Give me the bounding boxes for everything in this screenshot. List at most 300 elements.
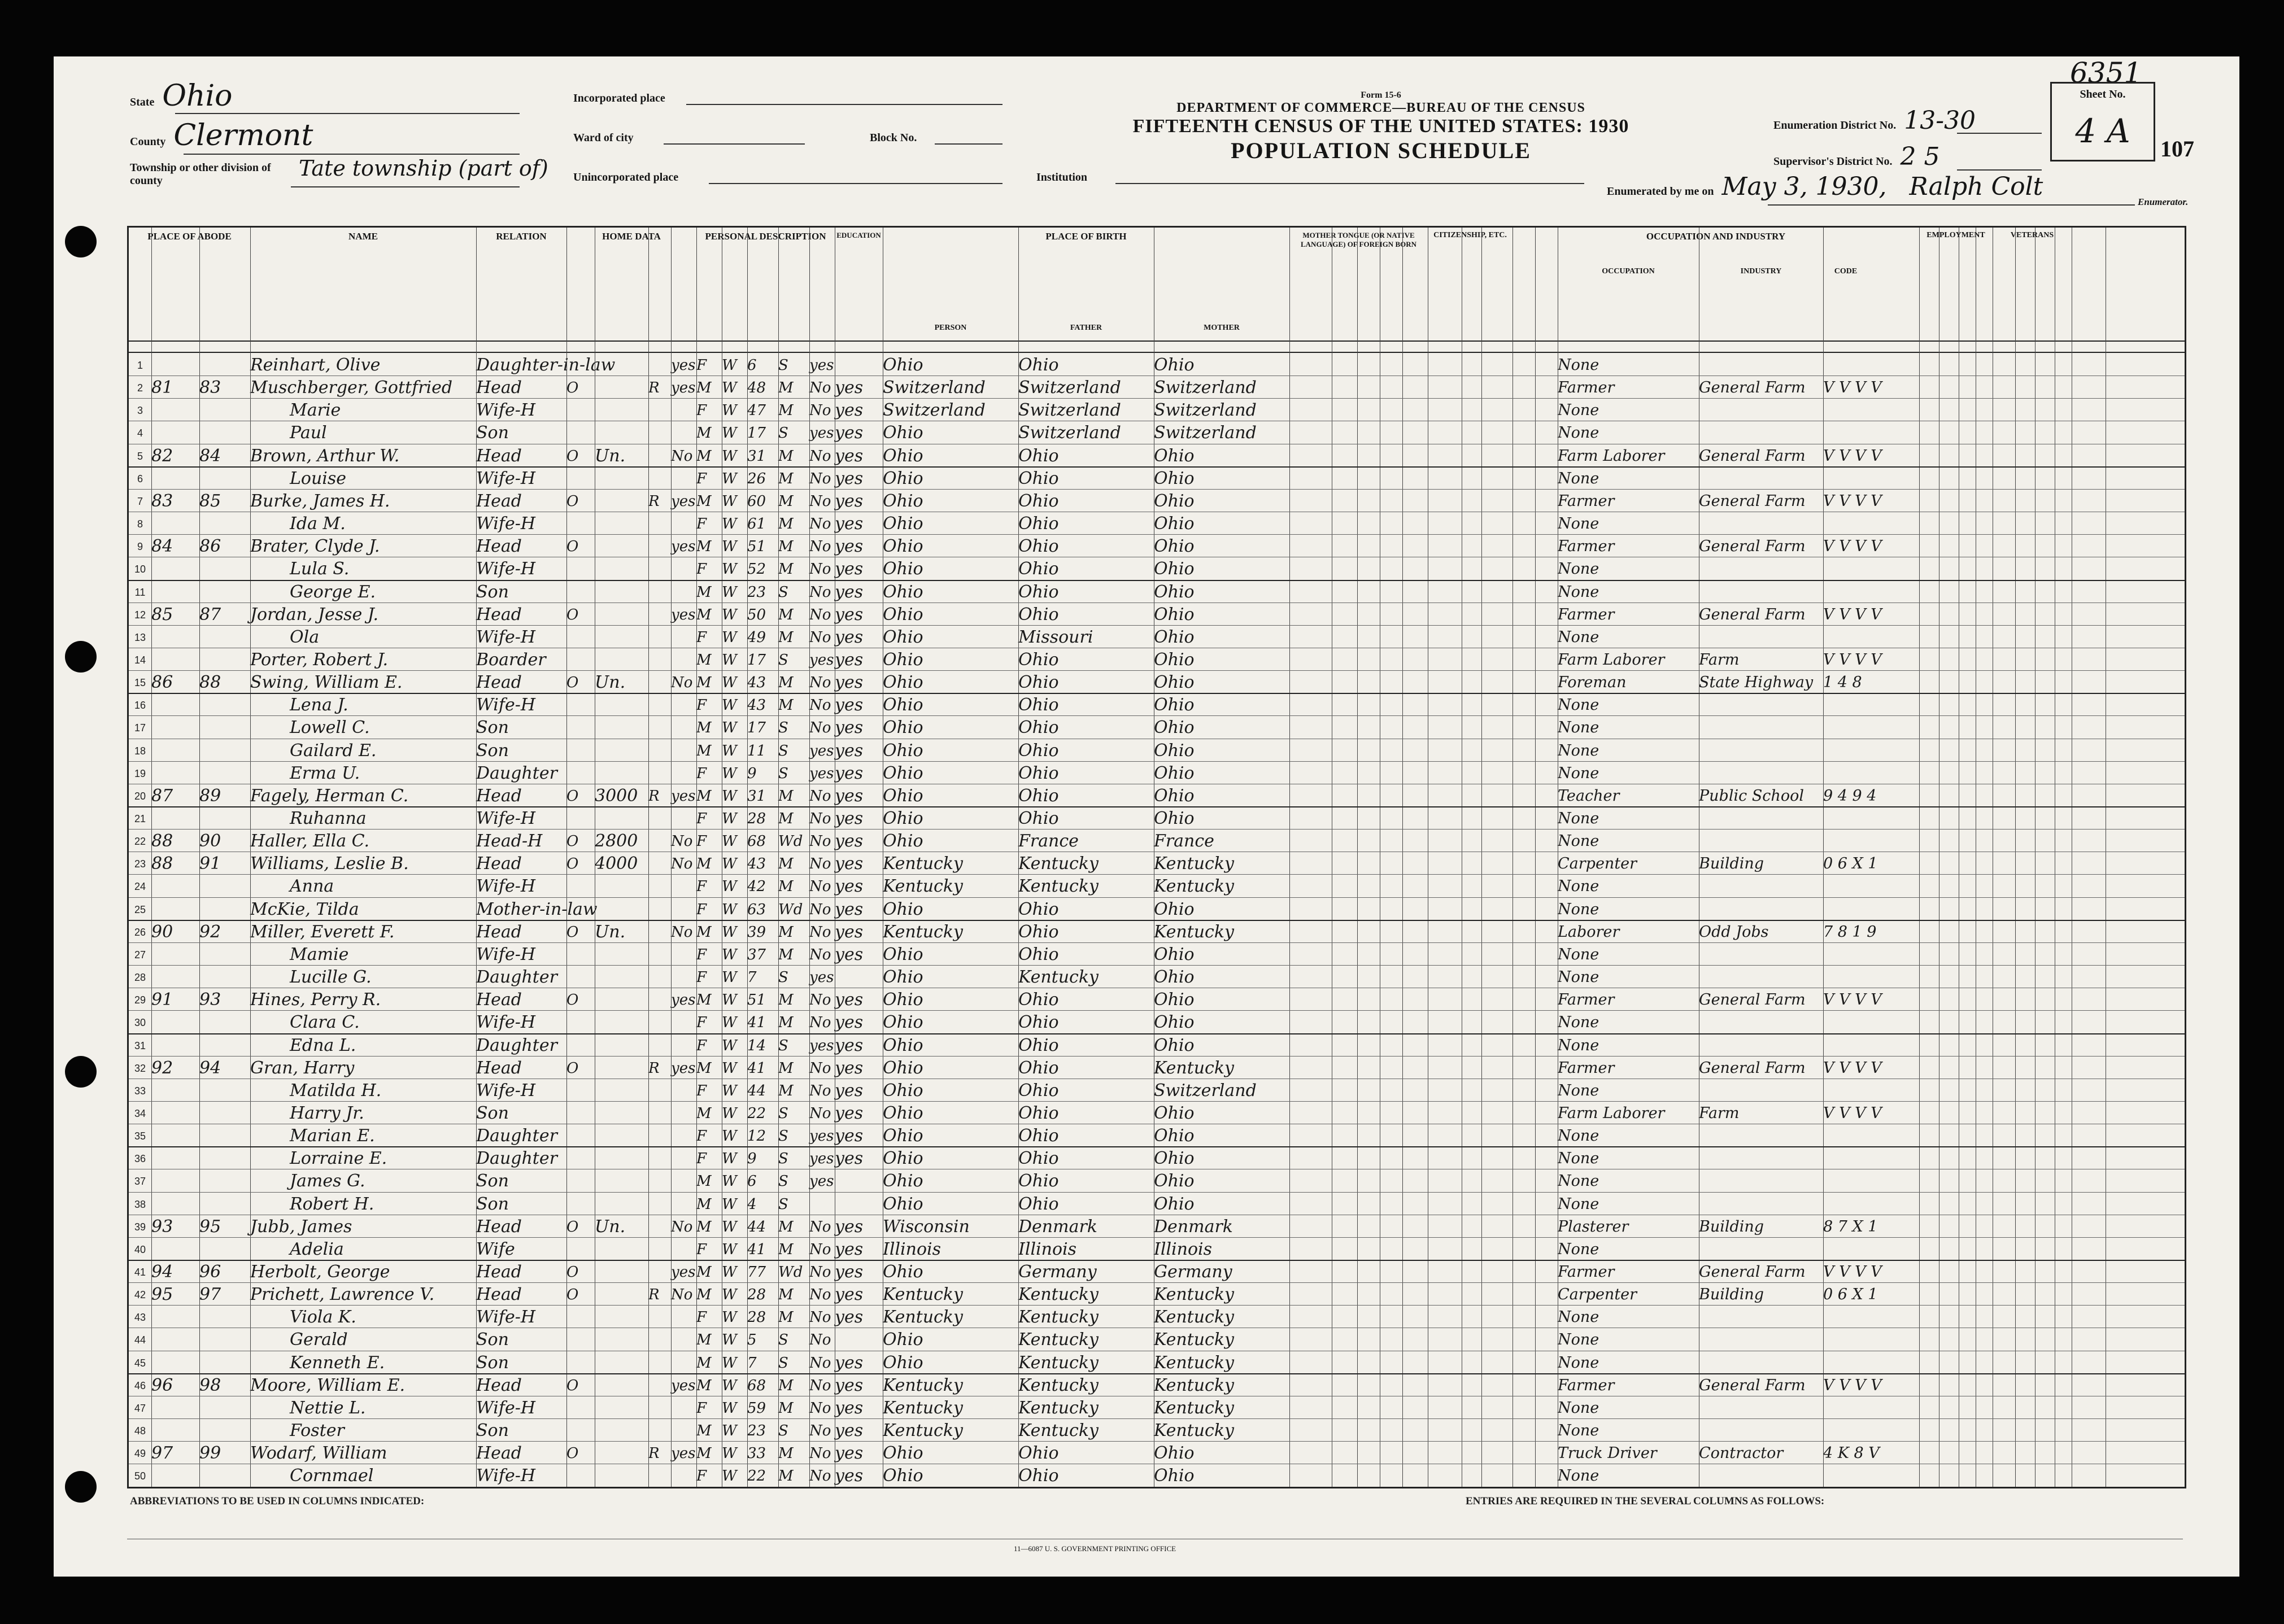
- cell-ind: [1699, 874, 1823, 897]
- cell-occ: None: [1558, 741, 1599, 759]
- printing-office-line: 11—6087 U. S. GOVERNMENT PRINTING OFFICE: [1014, 1544, 1176, 1553]
- cell-mbp: Kentucky: [1154, 1421, 1234, 1441]
- cell-radio: [648, 1101, 671, 1124]
- form-number: Form 15-6: [1361, 90, 1401, 100]
- cell-fam: [199, 1192, 250, 1215]
- cell-race: W: [722, 1128, 737, 1145]
- cell-dw: [151, 1033, 199, 1057]
- cell-fbp: Switzerland: [1018, 378, 1121, 398]
- cell-mar: S: [778, 969, 788, 986]
- cell-radio: R: [648, 1059, 660, 1077]
- cell-ind: [1699, 965, 1823, 988]
- cell-read: yes: [835, 1443, 864, 1464]
- cell-code: [1823, 353, 1919, 376]
- cell-ind: General Farm: [1699, 1263, 1806, 1281]
- cell-race: W: [722, 1059, 737, 1077]
- cell-school: No: [809, 583, 831, 601]
- cell-radio: [648, 761, 671, 784]
- cell-val: Un.: [595, 1216, 626, 1237]
- cell-occ: Farmer: [1558, 605, 1615, 623]
- cell-fbp: Ohio: [1018, 582, 1059, 602]
- cell-race: W: [722, 1173, 737, 1190]
- cell-mbp: Ohio: [1154, 740, 1195, 761]
- cell-code: V V V V: [1823, 447, 1882, 465]
- cell-occ: Farm Laborer: [1558, 651, 1665, 669]
- cell-ind: [1699, 693, 1823, 716]
- cell-code: [1823, 693, 1919, 716]
- cell-bp: Ohio: [883, 763, 923, 783]
- cell-dw: [151, 557, 199, 580]
- cell-val: [595, 1418, 648, 1442]
- cell-sex: F: [696, 516, 707, 533]
- cell-rel: Wife-H: [476, 876, 536, 897]
- line-number: 17: [134, 722, 146, 734]
- cell-read: yes: [835, 695, 864, 715]
- punch-hole: [65, 641, 97, 673]
- group-birth: PLACE OF BIRTH: [1045, 231, 1127, 242]
- cell-val: [595, 648, 648, 671]
- cell-fbp: Ohio: [1018, 1443, 1059, 1464]
- cell-dw: 84: [151, 536, 173, 557]
- cell-own: O: [566, 379, 579, 397]
- cell-val: [595, 1282, 648, 1306]
- cell-mar: M: [778, 1286, 794, 1304]
- cell-own: [566, 806, 595, 830]
- cell-code: [1823, 806, 1919, 830]
- cell-fbp: Kentucky: [1018, 1285, 1099, 1305]
- cell-dw: 94: [151, 1262, 173, 1282]
- cell-name: Cornmael: [290, 1466, 374, 1486]
- cell-race: W: [722, 923, 737, 941]
- cell-bp: Ohio: [883, 1352, 923, 1373]
- cell-ind: [1699, 557, 1823, 580]
- cell-farm: [671, 466, 696, 490]
- cell-name: Ida M.: [290, 514, 346, 534]
- cell-val: [595, 1033, 648, 1057]
- cell-occ: None: [1558, 832, 1599, 850]
- cell-mbp: Kentucky: [1154, 1285, 1234, 1305]
- cell-age: 59: [747, 1399, 766, 1417]
- table-row: [129, 852, 2185, 875]
- cell-fam: [199, 1305, 250, 1328]
- group-home-data: HOME DATA: [602, 231, 661, 242]
- cell-own: O: [566, 674, 579, 692]
- cell-mbp: Ohio: [1154, 944, 1195, 964]
- cell-mar: M: [778, 402, 794, 420]
- cell-fam: [199, 1464, 250, 1487]
- cell-radio: [648, 1215, 671, 1238]
- cell-read: yes: [835, 627, 864, 647]
- cell-rel: Head: [476, 673, 522, 693]
- cell-fbp: Kentucky: [1018, 1421, 1099, 1441]
- cell-name: Mamie: [290, 944, 349, 964]
- cell-name: Swing, William E.: [250, 673, 403, 693]
- cell-own: O: [566, 538, 579, 556]
- table-row: [129, 353, 2185, 376]
- cell-own: O: [566, 492, 579, 510]
- label-person: PERSON: [934, 324, 967, 332]
- cell-mar: M: [778, 855, 794, 873]
- cell-code: [1823, 1464, 1919, 1487]
- enum-district-field: Enumeration District No. 13-30: [1773, 106, 1976, 135]
- cell-name: Viola K.: [290, 1307, 356, 1328]
- cell-rel: Wife-H: [476, 944, 536, 964]
- cell-school: yes: [809, 1128, 834, 1145]
- cell-mbp: Switzerland: [1154, 1080, 1257, 1101]
- cell-dw: 88: [151, 854, 173, 874]
- cell-school: No: [809, 946, 831, 963]
- cell-mbp: Illinois: [1154, 1239, 1213, 1259]
- cell-farm: [671, 1237, 696, 1260]
- cell-dw: 86: [151, 673, 173, 693]
- cell-radio: [648, 1260, 671, 1283]
- cell-school: No: [809, 1059, 831, 1077]
- cell-occ: None: [1558, 356, 1599, 374]
- cell-school: yes: [809, 357, 834, 374]
- cell-fbp: Ohio: [1018, 763, 1059, 783]
- cell-ind: [1699, 1192, 1823, 1215]
- cell-rel: Wife-H: [476, 1398, 536, 1418]
- cell-fam: 90: [199, 831, 221, 852]
- cell-dw: [151, 874, 199, 897]
- cell-mbp: Ohio: [1154, 809, 1195, 828]
- cell-fam: [199, 806, 250, 830]
- cell-mar: S: [778, 425, 788, 442]
- cell-read: yes: [835, 1035, 864, 1055]
- cell-sex: M: [696, 492, 712, 510]
- cell-occ: Farmer: [1558, 1376, 1615, 1394]
- cell-ind: [1699, 580, 1823, 603]
- cell-sex: F: [696, 1241, 707, 1258]
- cell-read: yes: [835, 1239, 864, 1259]
- table-row: [129, 1441, 2185, 1464]
- cell-school: No: [809, 379, 831, 397]
- cell-val: [595, 557, 648, 580]
- cell-school: No: [809, 992, 831, 1009]
- cell-dw: [151, 1101, 199, 1124]
- cell-read: yes: [835, 378, 864, 398]
- cell-farm: [671, 1418, 696, 1442]
- state-field: State Ohio: [130, 79, 233, 113]
- cell-sex: M: [696, 1377, 712, 1394]
- cell-race: W: [722, 628, 737, 646]
- cell-ind: [1699, 715, 1823, 739]
- cell-mbp: Ohio: [1154, 536, 1195, 557]
- cell-rel: Son: [476, 582, 509, 602]
- abbreviations-note: ABBREVIATIONS TO BE USED IN COLUMNS INDICATED:: [130, 1495, 425, 1507]
- cell-bp: Kentucky: [883, 1398, 963, 1418]
- line-number: 15: [134, 677, 146, 689]
- cell-ind: [1699, 739, 1823, 762]
- cell-code: V V V V: [1823, 1059, 1882, 1077]
- cell-fam: [199, 965, 250, 988]
- cell-code: 4 K 8 V: [1823, 1444, 1880, 1463]
- cell-rel: Head: [476, 536, 522, 557]
- cell-dw: [151, 965, 199, 988]
- cell-fbp: Ohio: [1018, 1058, 1059, 1078]
- cell-fam: 99: [199, 1443, 221, 1464]
- cell-rel: Head: [476, 854, 522, 874]
- cell-mbp: Ohio: [1154, 1149, 1195, 1169]
- cell-name: Lowell C.: [290, 718, 370, 738]
- cell-fam: [199, 466, 250, 490]
- cell-sex: M: [696, 1173, 712, 1190]
- cell-sex: F: [696, 357, 707, 374]
- cell-farm: yes: [671, 1059, 696, 1077]
- cell-mar: S: [778, 1150, 788, 1168]
- cell-race: W: [722, 1241, 737, 1258]
- cell-dw: 88: [151, 831, 173, 852]
- cell-code: 9 4 9 4: [1823, 787, 1877, 805]
- cell-age: 48: [747, 379, 766, 397]
- cell-val: [595, 874, 648, 897]
- cell-radio: [648, 1169, 671, 1192]
- cell-school: No: [809, 810, 831, 827]
- cell-rel: Wife-H: [476, 1307, 536, 1328]
- line-number: 27: [134, 949, 146, 961]
- cell-val: [595, 897, 648, 920]
- cell-bp: Ohio: [883, 1194, 923, 1214]
- cell-name: Gerald: [290, 1330, 348, 1350]
- cell-bp: Ohio: [883, 1466, 923, 1486]
- cell-val: [595, 534, 648, 557]
- cell-ind: General Farm: [1699, 1376, 1806, 1394]
- cell-ind: [1699, 942, 1823, 966]
- cell-own: [566, 1464, 595, 1487]
- cell-occ: Teacher: [1558, 787, 1620, 805]
- cell-school: yes: [809, 742, 834, 759]
- cell-val: [595, 489, 648, 512]
- table-row: [129, 1033, 2185, 1057]
- cell-mbp: Ohio: [1154, 559, 1195, 579]
- cell-mar: M: [778, 538, 794, 556]
- cell-age: 28: [747, 1309, 766, 1326]
- unincorporated-field: Unincorporated place: [573, 171, 679, 184]
- cell-race: W: [722, 742, 737, 759]
- cell-occ: None: [1558, 900, 1599, 918]
- label-industry: INDUSTRY: [1740, 267, 1782, 276]
- cell-race: W: [722, 1082, 737, 1099]
- table-row: [129, 1282, 2185, 1306]
- cell-mar: M: [778, 1445, 794, 1463]
- cell-name: Edna L.: [290, 1035, 356, 1055]
- cell-mbp: Kentucky: [1154, 1352, 1234, 1373]
- cell-age: 23: [747, 583, 766, 601]
- cell-fam: 97: [199, 1285, 221, 1305]
- cell-race: W: [722, 1309, 737, 1326]
- cell-radio: [648, 897, 671, 920]
- cell-rel: Head: [476, 604, 522, 625]
- cell-occ: None: [1558, 469, 1599, 487]
- cell-name: Moore, William E.: [250, 1375, 405, 1395]
- cell-fam: [199, 1101, 250, 1124]
- cell-fam: [199, 1396, 250, 1419]
- cell-radio: [648, 353, 671, 376]
- cell-school: No: [809, 561, 831, 578]
- cell-sex: F: [696, 1082, 707, 1099]
- cell-read: yes: [835, 944, 864, 964]
- cell-mar: Wd: [778, 1264, 803, 1281]
- cell-own: O: [566, 855, 579, 873]
- cell-read: yes: [835, 400, 864, 421]
- schedule-title: POPULATION SCHEDULE: [1231, 138, 1531, 163]
- table-row: [129, 1215, 2185, 1238]
- line-number: 37: [134, 1176, 146, 1188]
- cell-mar: M: [778, 878, 794, 896]
- cell-radio: R: [648, 1286, 660, 1304]
- cell-dw: [151, 897, 199, 920]
- cell-radio: R: [648, 379, 660, 397]
- cell-val: [595, 1373, 648, 1396]
- cell-bp: Ohio: [883, 649, 923, 670]
- cell-race: W: [722, 1195, 737, 1213]
- cell-val: [595, 739, 648, 762]
- cell-mar: M: [778, 1241, 794, 1258]
- cell-code: [1823, 1418, 1919, 1442]
- line-number: 43: [134, 1312, 146, 1324]
- cell-radio: [648, 1373, 671, 1396]
- cell-val: [595, 988, 648, 1011]
- cell-sex: M: [696, 1286, 712, 1304]
- cell-bp: Ohio: [883, 1012, 923, 1033]
- cell-own: O: [566, 606, 579, 623]
- cell-radio: R: [648, 787, 660, 805]
- cell-mbp: Ohio: [1154, 446, 1195, 466]
- table-row: [129, 1010, 2185, 1033]
- cell-val: [595, 806, 648, 830]
- cell-mbp: Switzerland: [1154, 400, 1257, 421]
- cell-read: yes: [835, 536, 864, 557]
- cell-age: 14: [747, 1037, 766, 1054]
- cell-mar: M: [778, 1309, 794, 1326]
- cell-mar: S: [778, 719, 788, 737]
- cell-code: V V V V: [1823, 379, 1882, 397]
- cell-occ: Farmer: [1558, 379, 1615, 397]
- cell-occ: None: [1558, 719, 1599, 737]
- cell-mar: M: [778, 946, 794, 963]
- cell-own: [566, 965, 595, 988]
- cell-name: Burke, James H.: [250, 491, 390, 511]
- cell-sex: M: [696, 992, 712, 1009]
- cell-occ: None: [1558, 764, 1599, 782]
- sheet-number-box: [2050, 82, 2155, 161]
- table-row: [129, 1169, 2185, 1192]
- cell-fam: [199, 580, 250, 603]
- sheet-top-number: 6351: [2070, 56, 2142, 89]
- line-number: 2: [137, 382, 143, 394]
- table-row: [129, 421, 2185, 444]
- cell-sex: M: [696, 1445, 712, 1463]
- cell-dw: 92: [151, 1058, 173, 1078]
- cell-farm: No: [671, 1218, 693, 1236]
- cell-age: 31: [747, 787, 766, 805]
- cell-age: 43: [747, 855, 766, 873]
- cell-bp: Ohio: [883, 514, 923, 534]
- cell-farm: yes: [671, 1445, 696, 1463]
- cell-mbp: Germany: [1154, 1262, 1232, 1282]
- cell-age: 68: [747, 833, 766, 850]
- cell-sex: F: [696, 697, 707, 714]
- line-number: 28: [134, 972, 146, 984]
- cell-name: Brown, Arthur W.: [250, 446, 400, 466]
- cell-dw: [151, 1418, 199, 1442]
- cell-sex: F: [696, 901, 707, 918]
- cell-name: Gran, Harry: [250, 1058, 355, 1078]
- cell-code: [1823, 1351, 1919, 1374]
- cell-rel: Wife-H: [476, 695, 536, 715]
- cell-bp: Illinois: [883, 1239, 942, 1259]
- line-number: 16: [134, 700, 146, 711]
- cell-code: [1823, 829, 1919, 852]
- cell-code: 8 7 X 1: [1823, 1217, 1878, 1236]
- cell-code: V V V V: [1823, 991, 1882, 1009]
- group-tongue: MOTHER TONGUE (OR NATIVE LANGUAGE) OF FOREIGN BORN: [1301, 231, 1416, 248]
- table-row: [129, 1056, 2185, 1079]
- cell-race: W: [722, 855, 737, 873]
- cell-bp: Ohio: [883, 673, 923, 693]
- cell-read: yes: [835, 559, 864, 579]
- cell-sex: M: [696, 742, 712, 759]
- cell-rel: Daughter: [476, 1126, 557, 1146]
- cell-farm: yes: [671, 1377, 696, 1394]
- cell-mbp: Ohio: [1154, 899, 1195, 919]
- line-number: 42: [134, 1289, 146, 1301]
- cell-age: 23: [747, 1422, 766, 1440]
- cell-fbp: Ohio: [1018, 514, 1059, 534]
- cell-read: yes: [835, 491, 864, 511]
- cell-sex: F: [696, 833, 707, 850]
- cell-name: Muschberger, Gottfried: [250, 378, 453, 398]
- cell-occ: Farmer: [1558, 492, 1615, 510]
- cell-fam: [199, 1124, 250, 1147]
- cell-dw: [151, 512, 199, 535]
- cell-school: No: [809, 1377, 831, 1394]
- line-number: 12: [134, 609, 146, 621]
- cell-occ: None: [1558, 1240, 1599, 1258]
- cell-rel: Head: [476, 378, 522, 398]
- cell-farm: [671, 580, 696, 603]
- cell-fbp: Illinois: [1018, 1239, 1077, 1259]
- table-row: [129, 829, 2185, 852]
- cell-fam: 92: [199, 922, 221, 942]
- cell-dw: 90: [151, 922, 173, 942]
- cell-fam: [199, 1418, 250, 1442]
- cell-ind: [1699, 1033, 1823, 1057]
- cell-fam: 84: [199, 446, 221, 466]
- cell-ind: General Farm: [1699, 379, 1806, 397]
- cell-fam: 91: [199, 854, 221, 874]
- cell-mbp: Kentucky: [1154, 1058, 1234, 1078]
- cell-school: No: [809, 628, 831, 646]
- cell-fam: 95: [199, 1216, 221, 1237]
- cell-farm: yes: [671, 379, 696, 397]
- cell-school: No: [809, 855, 831, 873]
- cell-mbp: France: [1154, 831, 1214, 852]
- table-row: [129, 739, 2185, 762]
- cell-fam: [199, 942, 250, 966]
- cell-read: yes: [835, 1012, 864, 1033]
- cell-mbp: Denmark: [1154, 1216, 1233, 1237]
- cell-sex: F: [696, 1309, 707, 1326]
- cell-sex: F: [696, 1037, 707, 1054]
- cell-mbp: Ohio: [1154, 1035, 1195, 1055]
- cell-occ: Farm Laborer: [1558, 447, 1665, 465]
- cell-val: [595, 1056, 648, 1079]
- cell-radio: [648, 965, 671, 988]
- cell-mar: M: [778, 1377, 794, 1394]
- cell-name: Foster: [290, 1421, 345, 1441]
- cell-read: yes: [835, 1421, 864, 1441]
